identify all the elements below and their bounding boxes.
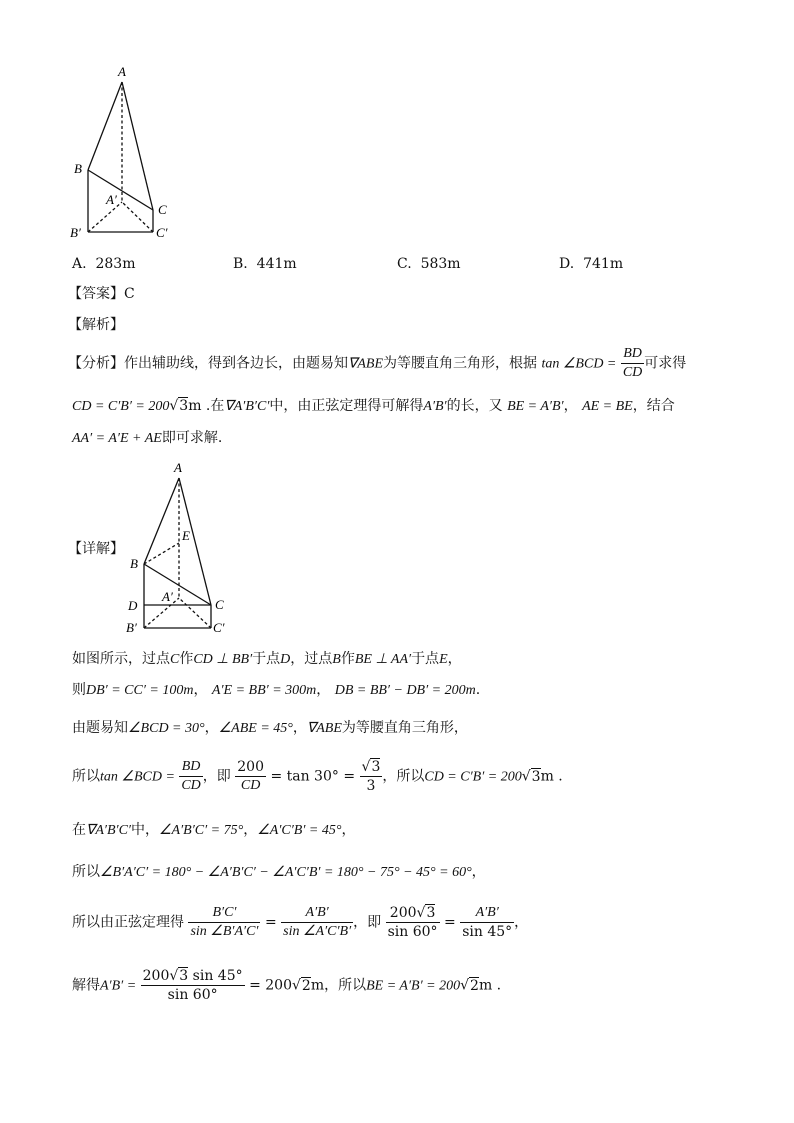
math: ∠A′B′C′ = 75° <box>159 823 244 838</box>
text: ，所以 <box>324 977 367 994</box>
body-line-1 <box>72 649 462 670</box>
option-a-value: 283m <box>95 256 136 272</box>
option-a <box>72 254 135 274</box>
text: 作出辅助线，得到各边长，由题易知 <box>124 355 348 372</box>
numerator: B′C′ <box>188 904 260 923</box>
math: D <box>280 652 291 667</box>
math: BE ⊥ AA′ <box>354 652 412 667</box>
math: = tan 30° = <box>270 768 356 785</box>
option-b <box>233 254 297 274</box>
math: DB = BB′ − DB′ = 200m <box>334 683 476 698</box>
fig2-label-E: E <box>182 528 190 543</box>
denominator: sin 60° <box>387 924 438 940</box>
text: 如图所示，过点 <box>72 651 170 667</box>
fig1-label-C: C <box>158 202 167 217</box>
text: 解得 <box>72 977 100 994</box>
analysis-line-3 <box>72 428 222 449</box>
math: ∠B′A′C′ = 180° − ∠A′B′C′ − ∠A′C′B′ = 180° − 75° − 45° = 60° <box>100 865 472 880</box>
text: m . <box>540 768 563 785</box>
fig1-label-B-prime: B′ <box>70 225 81 240</box>
analysis-line-2: CD = C′B′ = 200√3m .在∇A′B′C′中，由正弦定理得可解得A′B′的长，又 BE = A′B′， AE = BE，结合 <box>72 398 675 414</box>
text: 为等腰直角三角形，根据 <box>383 355 538 372</box>
math: CD ⊥ BB′ <box>193 652 253 667</box>
numerator: 3 <box>371 759 381 775</box>
text: ， <box>243 822 258 838</box>
numerator: A′B′ <box>460 904 514 923</box>
fraction-sqrt3-3: $\frac{√3}{3}$ <box>361 759 381 794</box>
math: AE = BE <box>582 399 633 414</box>
math: CD = C′B′ = 200 <box>424 769 522 785</box>
math: ∠BCD = 30° <box>128 721 205 736</box>
math: CD = C′B′ = 200 <box>72 399 170 414</box>
numerator: 200 <box>237 759 264 775</box>
sqrt-content: 3 <box>179 968 189 984</box>
text: ，即 <box>202 768 231 785</box>
text: ，过点 <box>290 651 333 667</box>
math: tan ∠BCD = <box>100 769 175 785</box>
body-line-5 <box>72 820 355 841</box>
text: 作 <box>179 651 194 667</box>
option-d-key: D. <box>559 256 575 272</box>
fraction-bd-cd <box>621 345 644 382</box>
figure-pyramid-1 <box>64 62 184 242</box>
figure-pyramid-2 <box>122 458 242 638</box>
sqrt-content: 3 <box>426 905 436 921</box>
text: ， <box>514 914 529 931</box>
fig1-label-B: B <box>74 161 82 176</box>
math: A′B′ <box>423 399 447 414</box>
option-c-value: 583m <box>420 256 461 272</box>
text: 所以 <box>72 864 100 880</box>
text: 由题易知 <box>72 720 128 736</box>
text: ， <box>447 651 462 667</box>
math: = <box>444 914 456 931</box>
text: ， <box>204 720 219 736</box>
denominator: 3 <box>366 778 376 794</box>
text: 作 <box>340 651 355 667</box>
numerator: 200 <box>389 905 417 921</box>
text: m .在 <box>188 398 225 414</box>
option-c-key: C. <box>397 256 412 272</box>
text: 中，由正弦定理得可解得 <box>269 398 424 414</box>
denominator: sin 45° <box>462 924 513 940</box>
option-a-key: A. <box>72 256 87 272</box>
numerator: A′B′ <box>281 904 353 923</box>
numerator: BD <box>621 345 644 364</box>
answer-value: C <box>124 286 135 302</box>
fig2-label-A: A <box>174 460 182 475</box>
text: 中， <box>131 822 159 838</box>
numerator-sin: sin 45° <box>192 968 243 984</box>
fraction-ab-sin <box>281 904 353 941</box>
fig2-label-B: B <box>130 556 138 571</box>
sqrt-content: 3 <box>531 768 541 785</box>
fig1-label-C-prime: C′ <box>156 225 168 240</box>
math: AA′ = A′E + AE <box>72 431 162 446</box>
fig1-label-A: A <box>118 64 126 79</box>
math: A′B′ = <box>100 978 137 994</box>
math: ∇ABE <box>306 721 342 736</box>
fig2-label-A-prime: A′ <box>162 589 173 604</box>
fraction-bd-cd-2 <box>179 758 202 795</box>
option-b-key: B. <box>233 256 248 272</box>
analysis-line-1 <box>68 345 686 382</box>
numerator: 200 <box>142 968 170 984</box>
math: ∇ABE <box>348 356 384 372</box>
fig2-label-C: C <box>215 597 224 612</box>
text: 于点 <box>411 651 440 667</box>
text: ， <box>471 864 486 880</box>
math: BE = A′B′ <box>507 399 564 414</box>
text: ， <box>316 682 331 698</box>
body-line-7 <box>72 904 528 941</box>
text: 可求得 <box>644 355 687 372</box>
xiangjie-label: 【详解】 <box>68 541 124 557</box>
math: A′E = BB′ = 300m <box>211 683 317 698</box>
math: BE = A′B′ = 200 <box>366 978 461 994</box>
text: . <box>475 682 481 698</box>
sqrt-content: 3 <box>179 398 189 414</box>
math: E <box>439 652 448 667</box>
text: 所以由正弦定理得 <box>72 914 184 931</box>
math: B <box>332 652 341 667</box>
sqrt-content: 2 <box>301 977 311 994</box>
text: ， <box>341 822 356 838</box>
text: ，所以 <box>382 768 425 785</box>
answer-label: 【答案】 <box>68 286 124 302</box>
text: ，即 <box>353 914 382 931</box>
body-line-3 <box>72 718 468 739</box>
denominator: CD <box>240 778 261 793</box>
fig2-label-C-prime: C′ <box>213 620 225 635</box>
body-line-4: 所以tan ∠BCD = $\frac{BD}{CD}$ ，即 $\frac{200}{CD}$ = tan 30° = $\frac{√3}{3}$ ，所以CD = C′B′ = 200√3m . <box>72 759 563 794</box>
numerator: BD <box>179 758 202 777</box>
math: ∠ABE = 45° <box>218 721 293 736</box>
body-line-8: 解得A′B′ = $\frac{200√3 \sin 45^\circ}{\sin 60^\circ}$ = 200√2m，所以BE = A′B′ = 200√2m . <box>72 968 502 1003</box>
math: = 200 <box>249 977 292 994</box>
math: = <box>264 914 277 931</box>
option-b-value: 441m <box>256 256 297 272</box>
text: ，结合 <box>632 398 675 414</box>
text: 在 <box>72 822 86 838</box>
math: ∠A′C′B′ = 45° <box>257 823 342 838</box>
text: 所以 <box>72 768 100 785</box>
text: ， <box>193 682 208 698</box>
denominator: CD <box>181 778 201 793</box>
text: 为等腰直角三角形， <box>341 720 468 736</box>
body-line-2 <box>72 680 480 701</box>
fig2-label-B-prime: B′ <box>126 620 137 635</box>
fraction-200sqrt3-sin60: $\frac{200√3}{\sin 60^\circ}$ <box>387 905 438 940</box>
analysis-label: 【解析】 <box>68 317 124 333</box>
text: m . <box>478 977 502 994</box>
text: 则 <box>72 682 86 698</box>
fenxi-label: 【分析】 <box>68 355 124 372</box>
math: m <box>310 977 325 994</box>
option-c <box>397 254 461 274</box>
answer-line <box>68 284 135 304</box>
text: 的长，又 <box>446 398 503 414</box>
fig2-label-D: D <box>128 598 138 613</box>
text: ， <box>563 398 578 414</box>
text: 即可求解. <box>161 430 223 446</box>
option-d <box>559 254 623 274</box>
denominator: sin 60° <box>167 987 218 1003</box>
math: tan ∠BCD = <box>541 356 617 372</box>
body-line-6 <box>72 862 486 883</box>
fig1-label-A-prime: A′ <box>106 192 117 207</box>
math: ∇A′B′C′ <box>86 823 131 838</box>
fraction-ab-sin45 <box>460 904 514 941</box>
option-d-value: 741m <box>583 256 624 272</box>
sqrt-content: 2 <box>470 977 479 994</box>
denominator: sin ∠A′C′B′ <box>283 924 352 939</box>
math: ∇A′B′C′ <box>224 399 270 414</box>
math: DB′ = CC′ = 100m <box>86 683 194 698</box>
fraction-result: $\frac{200√3 \sin 45^\circ}{\sin 60^\circ}$ <box>142 968 243 1003</box>
fraction-bc-sin <box>188 904 260 941</box>
text: ， <box>292 720 307 736</box>
denominator: CD <box>622 365 643 380</box>
fraction-200-cd <box>235 758 266 795</box>
text: 于点 <box>252 651 281 667</box>
math: C <box>170 652 180 667</box>
denominator: sin ∠B′A′C′ <box>190 924 259 939</box>
